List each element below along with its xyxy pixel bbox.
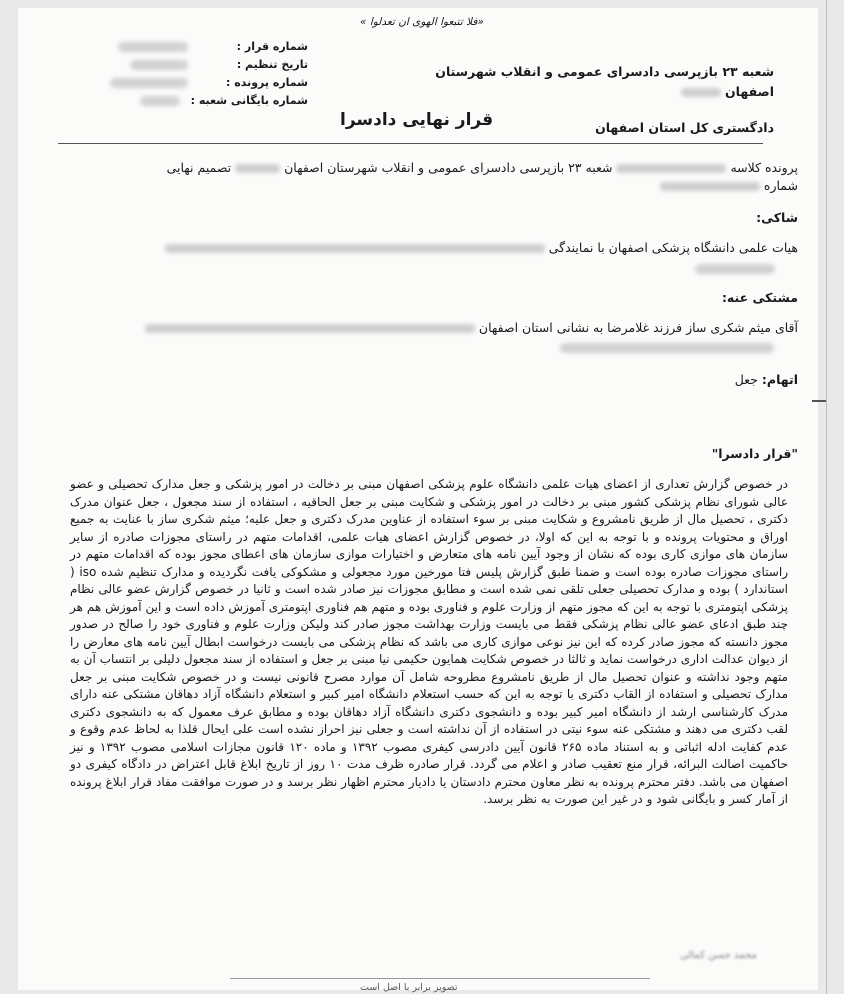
plaintiff-label: شاکی: [756, 210, 798, 225]
case-number-line [660, 178, 798, 193]
case-label: پرونده کلاسه [730, 160, 798, 175]
case-final: تصمیم نهایی [166, 160, 232, 175]
decision-label: "قرار دادسرا" [711, 446, 798, 461]
case-number-label: شماره [763, 178, 798, 193]
charge-line [735, 372, 798, 387]
defendant-label: مشتکی عنه: [721, 290, 798, 305]
branch-line-1: شعبه ۲۳ بازپرسی دادسرای عمومی و انقلاب شهرستان [435, 64, 774, 79]
header-divider [58, 143, 763, 144]
signature: محمد حسن کمالی [680, 950, 757, 961]
meta-archive-number: شماره بایگانی شعبه : [190, 94, 308, 107]
case-branch: شعبه ۲۳ بازپرسی دادسرای عمومی و انقلاب شهرستان اصفهان [284, 160, 613, 175]
defendant-text: آقای میثم شکری ساز فرزند غلامرضا به نشانی استان اصفهان [78, 320, 798, 335]
branch-info [435, 62, 774, 102]
case-meta-block [188, 38, 308, 110]
plaintiff-text: هیات علمی دانشگاه پزشکی اصفهان با نمایندگی [98, 240, 798, 255]
redacted-meta-2 [130, 60, 188, 70]
redacted-defendant [560, 343, 774, 353]
decision-body: در خصوص گزارش تعداری از اعضای هیات علمی دانشگاه علوم پزشکی اصفهان مبنی بر دخالت در امور پزشکی و جعل مدارک تحصیلی و عضو عالی شورای نظام پزشکی کشور مبنی بر دخالت در امور پزشکی و شکایت مبنی بر جعل الحاقیه ، استفاده از سند مجعول ، جعل عنوان مدرک دکتری ، تحصیل مال از طریق نامشروع و شکایت مبنی بر سوء استفاده از عناوین مدرک دکتری و جعل علیه؛ میثم شکری ساز با عنایت به جمیع اوراق و محتویات پرونده و با توجه به این که اولا، در خصوص گزارش اعضای هیات علمی، اقدامات متهم در راستای مجوزات صادره از سایر سازمان های موازی کاری بوده که نشان از وجود آیین نامه های متعارض و اختیارات موازی سازمان های اعطای مجوز بوده که اقدامات متهم در راستای مجوزات صادره بوده است و ضمنا طبق گزارش پلیس فتا مورخین مورد مجعولی و مشکوکی یافت نگردیده و مدارک تنظیم شده iso ( استاندارد ) بوده و مدارک تحصیلی جعلی تلقی نمی شده است و مطابق مجوزات نیز صادر شده است و ثانیا در خصوص گزارش عضو عالی نظام پزشکی اپتومتری با توجه به این که مجوز متهم از وزارت علوم و فناوری بوده و متهم هم فناوری اپتومتری آموزش داده است و این آموزش هم هر چند طبق ادعای عضو عالی نظام پزشکی فقط می بایست وزارت بهداشت مجوز صادر کند ولیکن وزارت علوم و فناوری خود را صالح در صدور مجوز دانسته که مجوز صادر کرده که این نیز نوعی موازی کاری می باشد که نظام پزشکی می بایست درخواست ابطال آیین نامه های معارض را از دیوان عدالت اداری درخواست نماید و ثالثا در خصوص شکایت همایون حکیمی نیا مبنی بر جعل و استفاده از سند مجعول دلیلی بر انتساب آن به متهم وجود نداشته و عنوان تحصیل مال از طریق نامشروع مطروحه شامل آن موارد مصرح قانونی نیست و در خصوص شکایت مبنی بر جعل مدارک تحصیلی و استفاده از القاب دکتری با توجه به این که حسب استعلام دانشگاه امیر کبیر و استعلام دانشگاه آزاد دهاقان مشتکی عنه دارای مدرک کارشناسی ارشد از دانشگاه امیر کبیر بوده و دانشجوی دکتری دانشگاه آزاد دهاقان بوده و مطابق عرف معمول که به دانشجوی دکتری لقب دکتری می دهند و مشتکی عنه سوء نیتی در استفاده از آن نداشته است و جعلی نیز احراز نشده است علی ایحال قلذا به لحاظ عدم وقوع و عدم کفایت ادله اثباتی و به استناد ماده ۲۶۵ قانون آیین دادرسی کیفری مصوب ۱۳۹۲ و ماده ۱۲۰ قانون مجازات اسلامی مصوب ۱۳۹۲ و نیز حاکمیت اصالت البرائه، قرار منع تعقیب صادر و اعلام می گردد. قرار صادره ظرف مدت ۱۰ روز از تاریخ ابلاغ قابل اعتراض در دادگاه کیفری دو اصفهان می باشد. دفتر محترم پرونده به نظر معاون محترم دادستان یا دادیار محترم اظهار نظر برسد و در صورت موافقت مفاد قرار ابلاغ پرونده از آمار کسر و بایگانی شود و در غیر این صورت به نظر برسد. [70, 477, 788, 806]
court-name: دادگستری کل استان اصفهان [595, 120, 774, 135]
footer-divider [230, 978, 650, 979]
header-motto: «فلا تتبعوا الهوی ان تعدلوا » [360, 16, 484, 28]
redacted-plaintiff [695, 264, 775, 274]
redacted-meta-4 [140, 96, 180, 106]
page-title: قرار نهایی دادسرا [340, 110, 494, 130]
branch-line-2: اصفهان [435, 82, 774, 102]
case-line [98, 160, 798, 175]
redacted-meta-1 [118, 42, 188, 52]
meta-issue-date: تاریخ تنظیم : [236, 58, 308, 71]
meta-decision-number: شماره قرار : [236, 40, 308, 53]
charge-label: اتهام: [761, 372, 798, 387]
scan-mark [812, 400, 826, 402]
page-edge [826, 0, 827, 994]
meta-case-number: شماره پرونده : [226, 76, 308, 89]
certified-copy-stamp: تصویر برابر با اصل است [360, 982, 458, 993]
charge-value: جعل [734, 372, 758, 387]
redacted-meta-3 [110, 78, 188, 88]
